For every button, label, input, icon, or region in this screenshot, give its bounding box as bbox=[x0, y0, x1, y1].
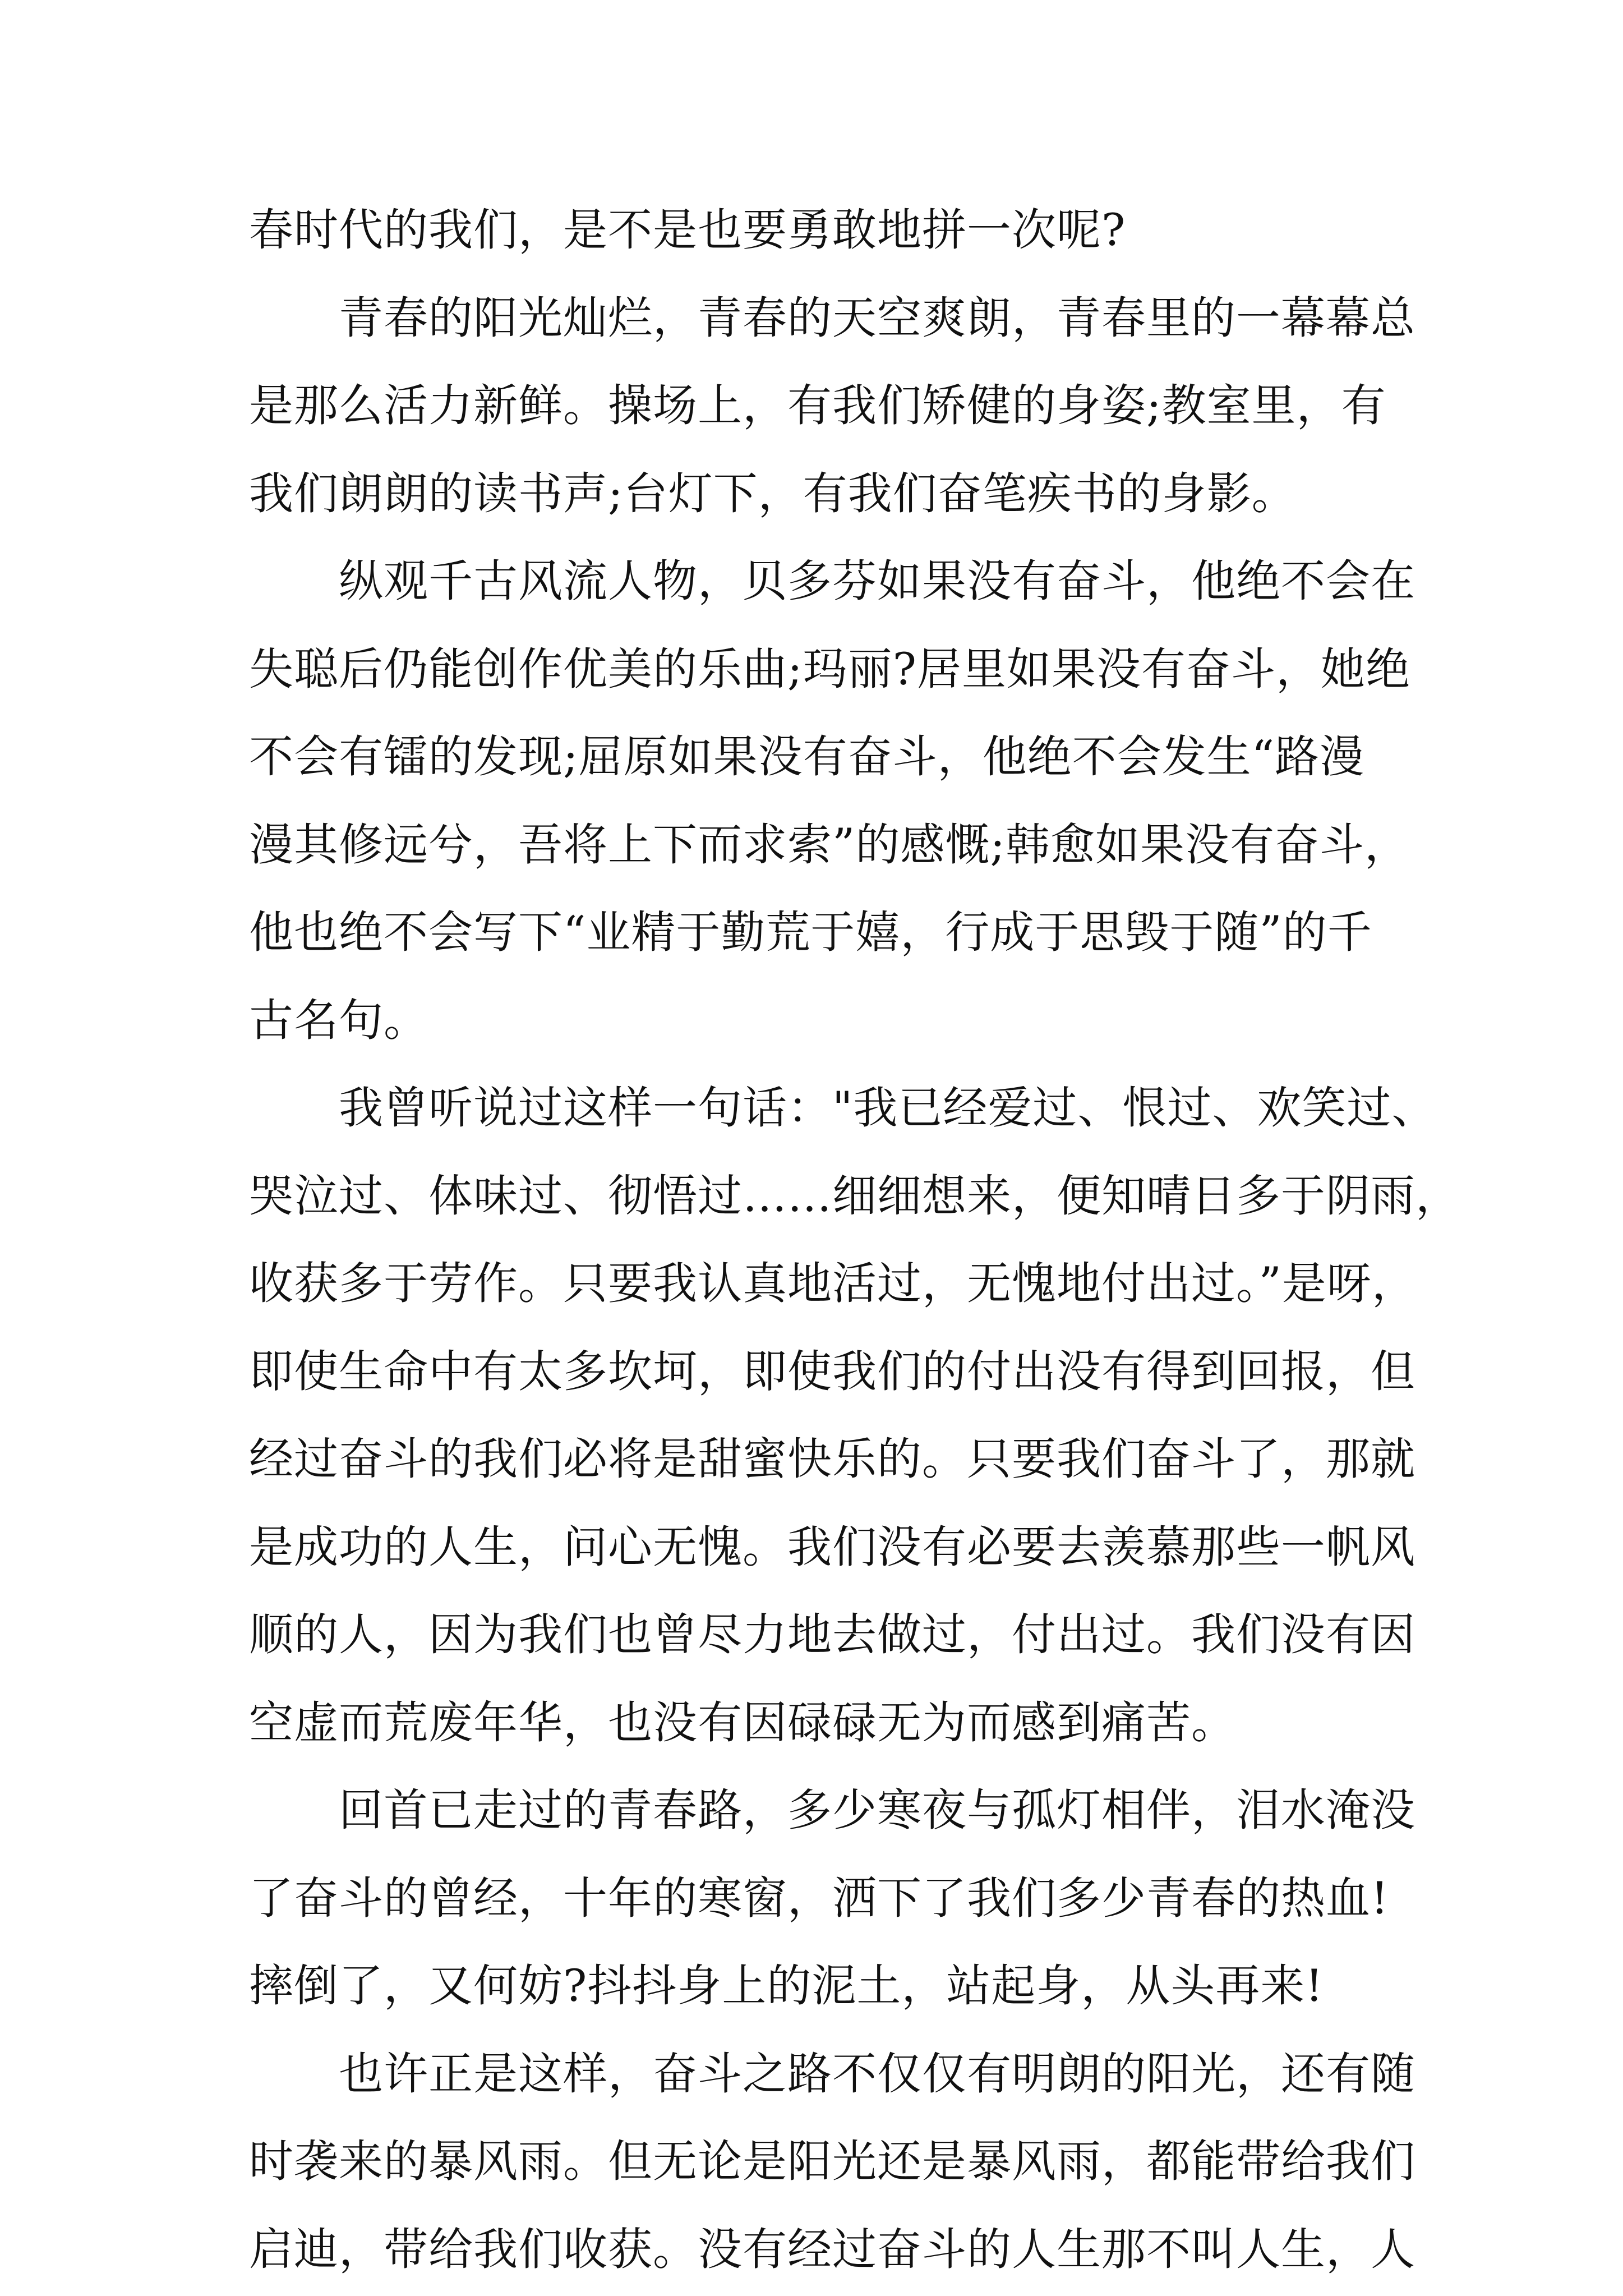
text-line: 时袭来的暴风雨。但无论是阳光还是暴风雨，都能带给我们 bbox=[249, 2136, 1415, 2187]
text-line: 即使生命中有太多坎坷，即使我们的付出没有得到回报，但 bbox=[249, 1345, 1415, 1397]
text-line: 我曾听说过这样一句话："我已经爱过、恨过、欢笑过、 bbox=[249, 1082, 1437, 1134]
text-line: 空虚而荒废年华，也没有因碌碌无为而感到痛苦。 bbox=[249, 1696, 1236, 1749]
text-line: 收获多于劳作。只要我认真地活过，无愧地付出过。”是呀， bbox=[249, 1258, 1417, 1309]
text-line: 也许正是这样，奋斗之路不仅仅有明朗的阳光，还有随 bbox=[249, 2047, 1415, 2100]
text-line: 他也绝不会写下“业精于勤荒于嬉，行成于思毁于随”的千 bbox=[249, 907, 1372, 958]
text-line: 经过奋斗的我们必将是甜蜜快乐的。只要我们奋斗了，那就 bbox=[249, 1433, 1415, 1485]
text-line: 古名句。 bbox=[249, 994, 428, 1046]
text-line: 摔倒了，又何妨?抖抖身上的泥土，站起身，从头再来! bbox=[249, 1960, 1324, 2012]
text-line: 回首已走过的青春路，多少寒夜与孤灯相伴，泪水淹没 bbox=[249, 1784, 1415, 1836]
text-line: 是成功的人生，问心无愧。我们没有必要去羡慕那些一帆风 bbox=[249, 1521, 1415, 1573]
text-line: 是那么活力新鲜。操场上，有我们矫健的身姿;教室里，有 bbox=[249, 380, 1386, 431]
text-line: 我们朗朗的读书声;台灯下，有我们奋笔疾书的身影。 bbox=[249, 467, 1297, 519]
text-line: 启迪，带给我们收获。没有经过奋斗的人生那不叫人生，人 bbox=[249, 2223, 1415, 2275]
text-line: 哭泣过、体味过、彻悟过……细细想来，便知晴日多于阴雨， bbox=[249, 1170, 1460, 1222]
text-line: 失聪后仍能创作优美的乐曲;玛丽?居里如果没有奋斗，她绝 bbox=[249, 643, 1410, 695]
text-line: 春时代的我们，是不是也要勇敢地拼一次呢? bbox=[249, 204, 1126, 256]
document-body bbox=[249, 186, 1460, 2293]
text-line: 不会有镭的发现;屈原如果没有奋斗，他绝不会发生“路漫 bbox=[249, 731, 1365, 783]
text-line: 漫其修远兮，吾将上下而求索”的感慨;韩愈如果没有奋斗， bbox=[249, 818, 1410, 871]
text-line: 纵观千古风流人物，贝多芬如果没有奋斗，他绝不会在 bbox=[249, 555, 1415, 607]
text-line: 顺的人，因为我们也曾尽力地去做过，付出过。我们没有因 bbox=[249, 1609, 1415, 1660]
text-line: 青春的阳光灿烂，青春的天空爽朗，青春里的一幕幕总 bbox=[249, 292, 1415, 344]
text-line: 了奋斗的曾经，十年的寒窗，洒下了我们多少青春的热血! bbox=[249, 1872, 1389, 1924]
